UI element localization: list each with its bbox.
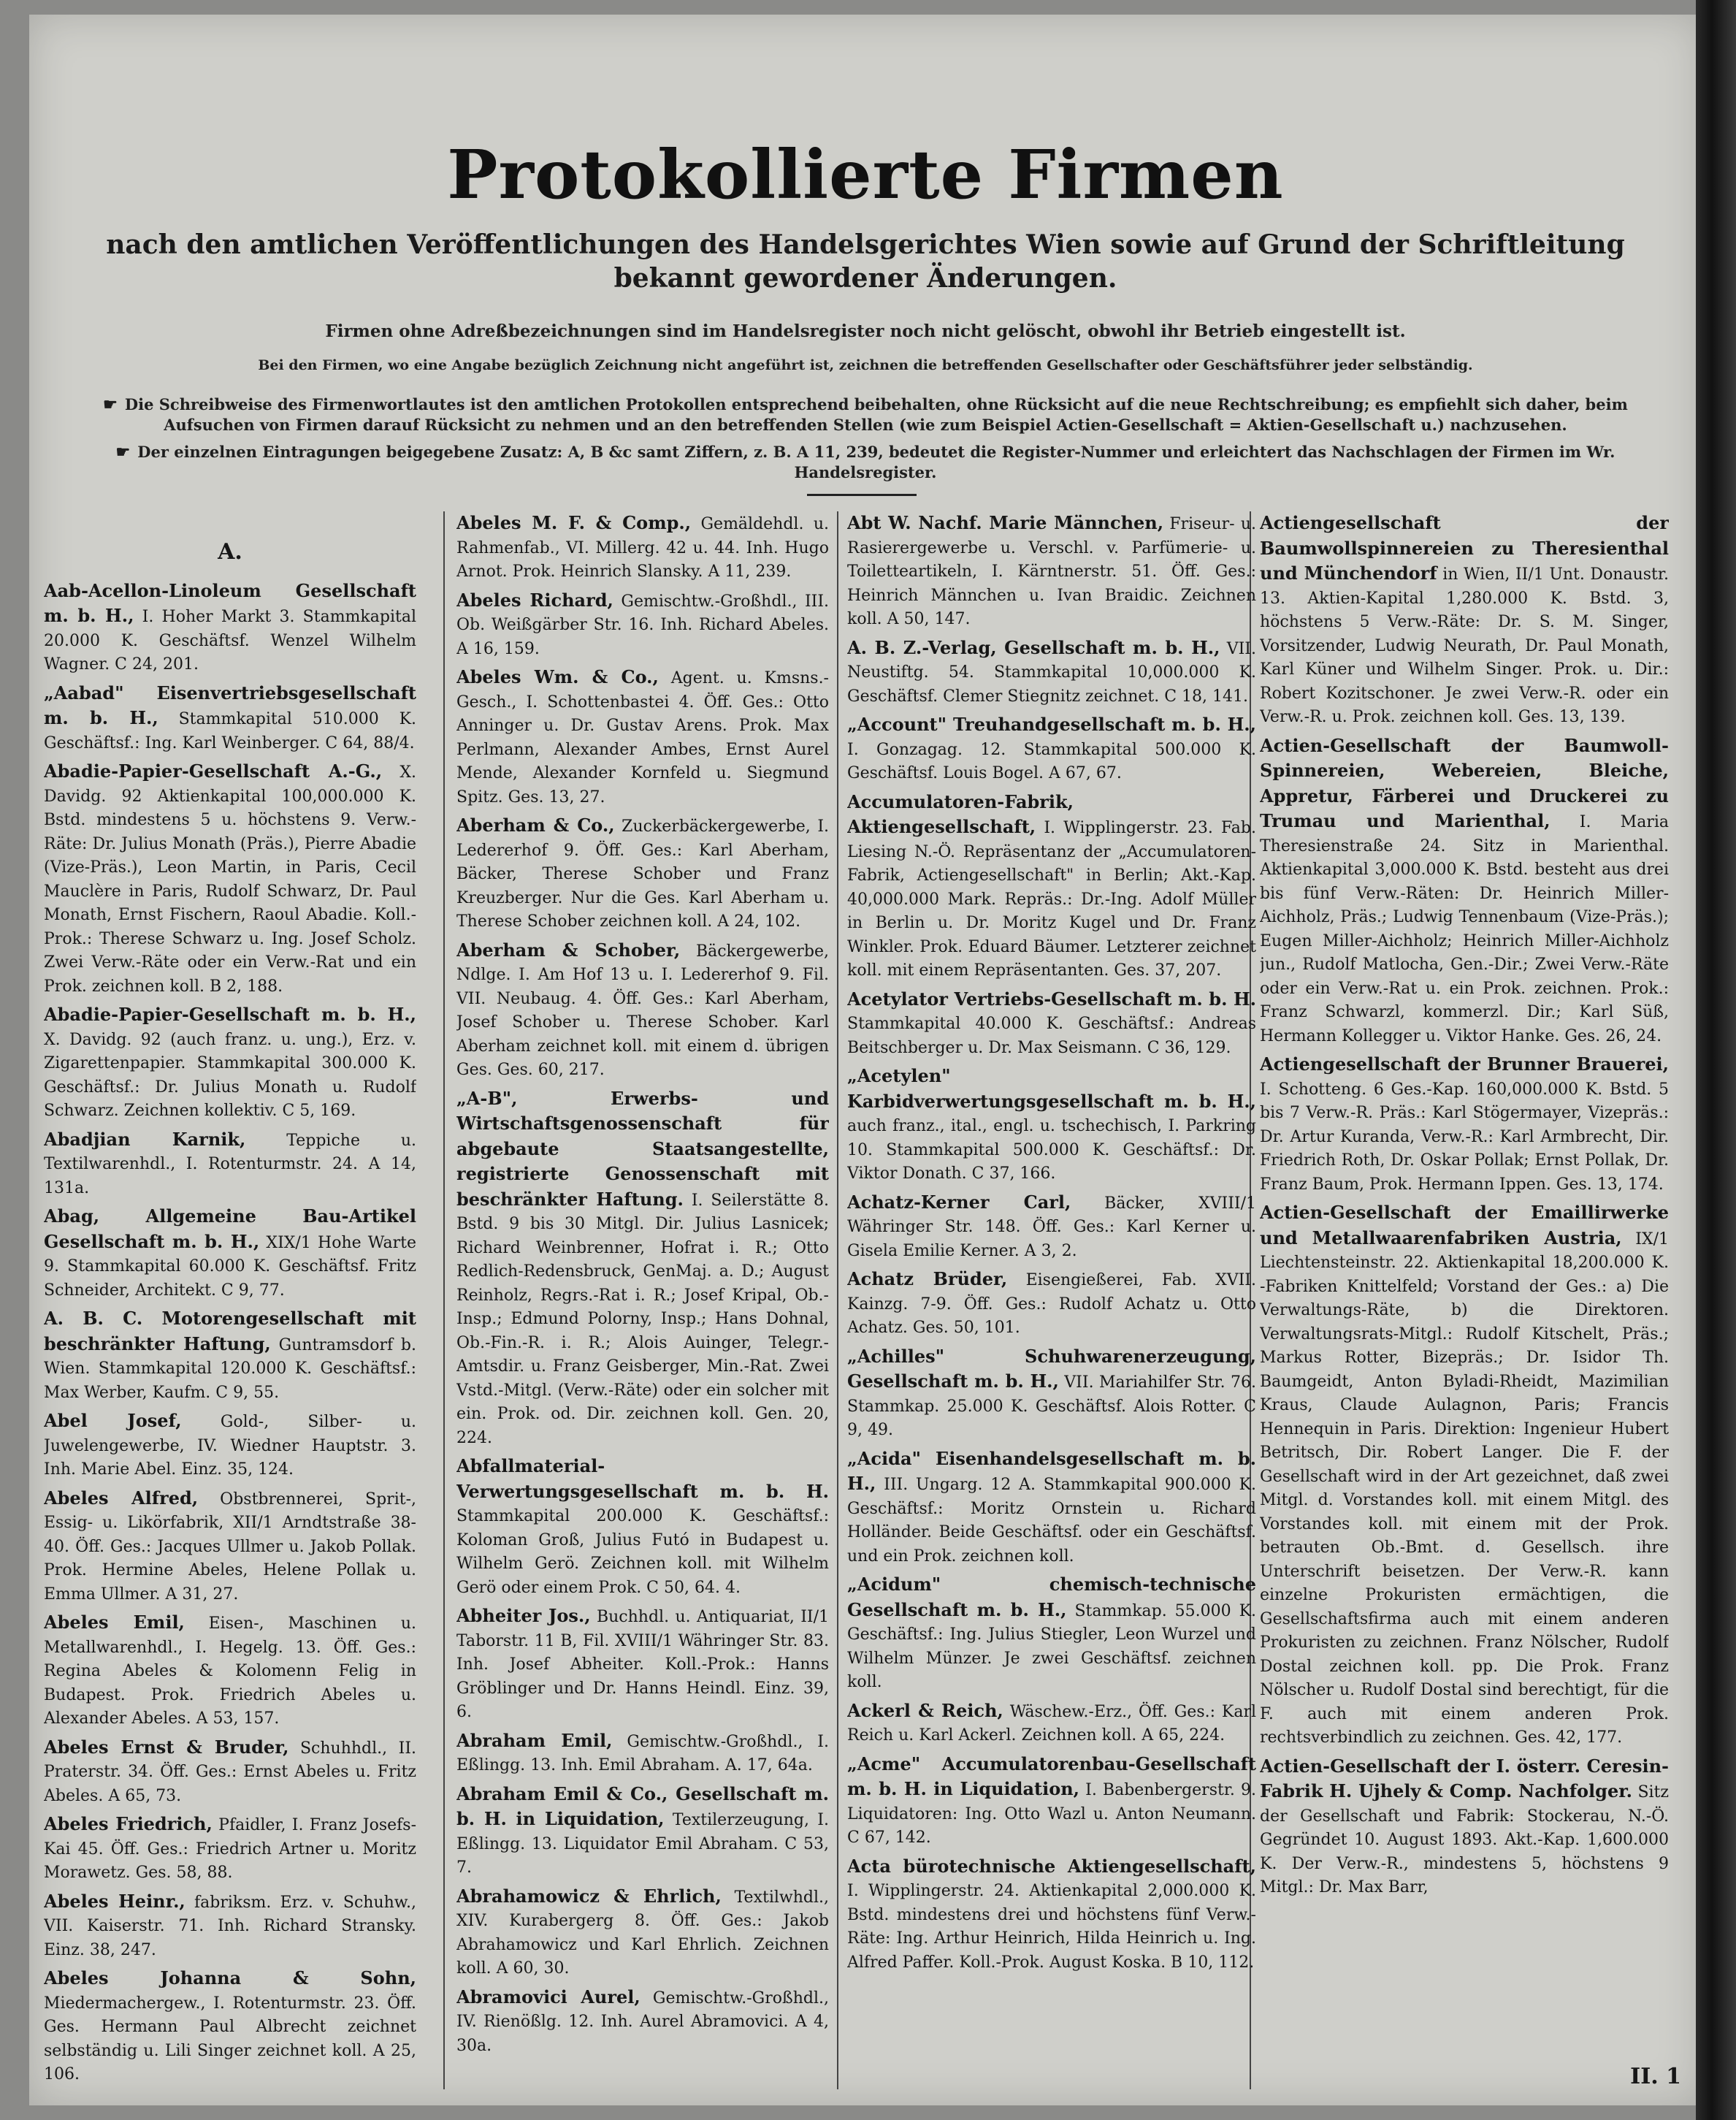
- firm-details: Sitz der Gesellschaft und Fabrik: Stockerau, N.-Ö. Gegründet 10. August 1893. Akt.-Kap. 1,600.000 K. Der Verw.-R., mindestens 5, höchstens 9 Mitgl.: Dr. Max Barr,: [1260, 1783, 1669, 1896]
- firm-entry: [44, 1487, 416, 1607]
- firm-details: Eisengießerei, Fab. XVII. Kainzg. 7-9. Öff. Ges.: Rudolf Achatz u. Otto Achatz. Ges. 50, 101.: [847, 1271, 1256, 1337]
- note-2: Bei den Firmen, wo eine Angabe bezüglich Zeichnung nicht angeführt ist, zeichnen die betreffenden Gesellschafter oder Geschäftsführer jeder selbständig.: [258, 357, 1473, 373]
- firm-name: Abeles Heinr.,: [44, 1890, 186, 1912]
- column-1: [44, 511, 416, 2089]
- firm-details: Schuhhdl., II. Praterstr. 34. Öff. Ges.: Ernst Abeles u. Fritz Abeles. A 65, 73.: [44, 1739, 416, 1805]
- section-letter: A.: [218, 539, 242, 565]
- firm-entry: [456, 1729, 829, 1778]
- firm-name: „Acidum" chemisch-technische Gesellschaft m. b. H.,: [847, 1574, 1256, 1620]
- firm-entry: [44, 1128, 416, 1201]
- firm-entry: [44, 1003, 416, 1124]
- firm-name: Abeles Alfred,: [44, 1487, 199, 1509]
- firm-details: Gemischtw.-Großhdl., IV. Rienößlg. 12. Inh. Aurel Abramovici. A 4, 30a.: [456, 1989, 829, 2055]
- firm-name: Ackerl & Reich,: [847, 1699, 1003, 1721]
- firm-entry: [847, 511, 1256, 632]
- column-divider: [443, 511, 445, 2089]
- firm-name: Abadie-Papier-Gesellschaft m. b. H.,: [44, 1004, 416, 1025]
- firm-entry: [847, 636, 1256, 709]
- firm-name: Abfallmaterial-Verwertungsgesellschaft m. b. H.: [456, 1455, 829, 1502]
- note-1: Firmen ohne Adreßbezeichnungen sind im Handelsregister noch nicht gelöscht, obwohl ihr Betrieb eingestellt ist.: [325, 321, 1406, 341]
- firm-entry: [847, 1855, 1256, 1975]
- firm-details: fabriksm. Erz. v. Schuhw., VII. Kaiserstr. 71. Inh. Richard Stransky. Einz. 38, 247.: [44, 1893, 416, 1959]
- firm-details: I. Seilerstätte 8. Bstd. 9 bis 30 Mitgl. Dir. Julius Lasnicek; Richard Weinbrenner, Hofrat i. R.; Otto Redlich-Redensbruck, GenMaj. a. D.; August Reinholz, Regrs.-Rat i. R.; Josef Kripal, Ob.-Insp.; Edmund Polorny, Insp.; Hans Dohnal, Ob.-Fin.-R. i. R.; Alois Auinger, Telegr.-Amtsdir. u. Franz Geisberger, Min.-Rat. Zwei Vstd.-Mitgl. (Verw.-Räte) oder ein solcher mit ein. Prok. od. Dir. zeichnen koll. Gen. 20, 224.: [456, 1191, 829, 1447]
- firm-details: I. Babenbergerstr. 9. Liquidatoren: Ing. Otto Wazl u. Anton Neumann. C 67, 142.: [847, 1781, 1256, 1847]
- firm-entry: [44, 760, 416, 999]
- firm-entry: [847, 713, 1256, 786]
- firm-name: Abeles Wm. & Co.,: [456, 666, 659, 687]
- firm-name: Abt W. Nachf. Marie Männchen,: [847, 512, 1164, 533]
- firm-details: I. Maria Theresienstraße 24. Sitz in Marienthal. Aktienkapital 3,000.000 K. Bstd. besteht aus drei bis fünf Verw.-Räten: Dr. Heinrich Miller-Aichholz, Präs.; Ludwig Tennenbaum (Vize-Präs.); Eugen Miller-Aichholz; Heinrich Miller-Aichholz jun., Rudolf Matlocha, Gen.-Dir.; Zwei Verw.-Räte oder ein Verw.-Rat u. ein Prok. zeichnen. Prok.: Franz Schwarzl, kommerzl. Dir.; Karl Süß, Hermann Kollegger u. Viktor Hanke. Ges. 26, 24.: [1260, 813, 1669, 1045]
- firm-entry: [456, 1087, 829, 1451]
- firm-entry: [44, 1967, 416, 2087]
- firm-entry: [456, 1604, 829, 1725]
- firm-name: Abeles Richard,: [456, 589, 613, 611]
- firm-entry: [1260, 734, 1669, 1049]
- firm-entry: [847, 790, 1256, 983]
- firm-entry: [44, 1205, 416, 1303]
- firm-entry: [847, 1191, 1256, 1264]
- firm-details: I. Gonzagag. 12. Stammkapital 500.000 K. Geschäftsf. Louis Bogel. A 67, 67.: [847, 740, 1256, 782]
- firm-details: Eisen-, Maschinen u. Metallwarenhdl., I. Hegelg. 13. Öff. Ges.: Regina Abeles & Kolomenn Felig in Budapest. Prok. Friedrich Abeles u. Alexander Abeles. A 53, 157.: [44, 1614, 416, 1728]
- firm-details: Agent. u. Kmsns.-Gesch., I. Schottenbastei 4. Öff. Ges.: Otto Anninger u. Dr. Gustav Arens. Prok. Max Perlmann, Alexander Ambes, Ernst Aurel Mende, Alexander Kornfeld u. Siegmund Spitz. Ges. 13, 27.: [456, 669, 829, 807]
- firm-details: Textilwhdl., XIV. Kurabergerg 8. Öff. Ges.: Jakob Abrahamowicz und Karl Ehrlich. Zeichnen koll. A 60, 30.: [456, 1888, 829, 1978]
- firm-details: X. Davidg. 92 (auch franz. u. ung.), Erz. v. Zigarettenpapier. Stammkapital 300.000 K. Geschäftsf.: Dr. Julius Monath u. Rudolf Schwarz. Zeichnen kollektiv. C 5, 169.: [44, 1030, 416, 1120]
- pointing-hand-icon: ☛: [103, 395, 118, 414]
- firm-name: Actien-Gesellschaft der Baumwoll-Spinnereien, Webereien, Bleiche, Appretur, Färberei und Druckerei zu Trumau und Marienthal,: [1260, 734, 1669, 831]
- firm-details: Gemischtw.-Großhdl., I. Eßlingg. 13. Inh. Emil Abraham. A. 17, 64a.: [456, 1732, 829, 1774]
- firm-details: Stammkapital 200.000 K. Geschäftsf.: Koloman Groß, Julius Futó in Budapest u. Wilhelm Gerö. Zeichnen koll. mit Wilhelm Gerö oder einem Prok. C 50, 64. 4.: [456, 1507, 829, 1597]
- firm-entry: [1260, 1053, 1669, 1197]
- firm-name: Aab-Acellon-Linoleum Gesellschaft m. b. H.,: [44, 579, 416, 626]
- firm-entry: [456, 511, 829, 584]
- note-4-text: Der einzelnen Eintragungen beigegebene Zusatz: A, B &c samt Ziffern, z. B. A 11, 239, bedeutet die Register-Nummer und erleichtert das Nachschlagen der Firmen im Wr. Handelsregister.: [137, 443, 1615, 481]
- firm-entry: [456, 814, 829, 934]
- column-divider: [837, 511, 838, 2089]
- column-3: [847, 511, 1256, 2089]
- firm-entry: [847, 1345, 1256, 1443]
- note-3: [73, 394, 1658, 435]
- firm-entry: [44, 1736, 416, 1809]
- firm-entry: [44, 1307, 416, 1405]
- firm-entry: [44, 1611, 416, 1731]
- firm-entry: [847, 1064, 1256, 1186]
- firm-details: Gemischtw.-Großhdl., III. Ob. Weißgärber Str. 16. Inh. Richard Abeles. A 16, 159.: [456, 592, 829, 658]
- firm-entry: [44, 1409, 416, 1482]
- firm-details: Stammkap. 55.000 K. Geschäftsf.: Ing. Julius Stiegler, Leon Wurzel und Wilhelm Münzer. Je zwei Geschäftsf. zeichnen koll.: [847, 1601, 1256, 1691]
- firm-name: „Achilles" Schuhwarenerzeugung, Gesellschaft m. b. H.,: [847, 1345, 1256, 1392]
- scan-edge: [1696, 0, 1736, 2120]
- firm-details: Miedermachergew., I. Rotenturmstr. 23. Öff. Ges. Hermann Paul Albrecht zeichnet selbständig u. Lili Singer zeichnet koll. A 25, 106.: [44, 1994, 416, 2083]
- firm-details: Guntramsdorf b. Wien. Stammkapital 120.000 K. Geschäftsf.: Max Werber, Kaufm. C 9, 55.: [44, 1335, 416, 1402]
- firm-name: Abadjian Karnik,: [44, 1128, 246, 1150]
- firm-name: Achatz-Kerner Carl,: [847, 1191, 1071, 1213]
- firm-details: I. Hoher Markt 3. Stammkapital 20.000 K. Geschäftsf. Wenzel Wilhelm Wagner. C 24, 201.: [44, 608, 416, 674]
- firm-name: „Account" Treuhandgesellschaft m. b. H.,: [847, 714, 1256, 735]
- firm-entry: [44, 1890, 416, 1963]
- firm-name: Abadie-Papier-Gesellschaft A.-G.,: [44, 760, 383, 782]
- firm-details: Bäckergewerbe, Ndlge. I. Am Hof 13 u. I. Ledererhof 9. Fil. VII. Neubaug. 4. Öff. Ges.: Karl Aberham, Josef Schober u. Therese Schober. Karl Aberham zeichnet koll. mit einem d. übrigen Ges. Ges. 60, 217.: [456, 942, 829, 1079]
- firm-name: Abeles Emil,: [44, 1612, 185, 1633]
- note-3-text: Die Schreibweise des Firmenwortlautes ist den amtlichen Protokollen entsprechend beibehalten, ohne Rücksicht auf die neue Rechtschreibung; es empfiehlt sich daher, beim Aufsuchen von Firmen darauf Rücksicht zu nehmen und an den betreffenden Stellen (wie zum Beispiel Actien-Gesellschaft = Aktien-Gesellschaft u.) nachzusehen.: [124, 395, 1628, 434]
- firm-details: I. Wipplingerstr. 23. Fab. Liesing N.-Ö. Repräsentanz der „Accumulatoren-Fabrik, Actiengesellschaft" in Berlin; Akt.-Kap. 40,000.000 Mark. Repräs.: Dr.-Ing. Adolf Müller in Berlin u. Dr. Moritz Kugel und Dr. Franz Winkler. Prok. Eduard Bäumer. Letzterer zeichnet koll. mit einem Repräsentanten. Ges. 37, 207.: [847, 819, 1256, 980]
- firm-entry: [847, 1699, 1256, 1748]
- firm-details: auch franz., ital., engl. u. tschechisch, I. Parkring 10. Stammkapital 500.000 K. Geschäftsf.: Dr. Viktor Donath. C 37, 166.: [847, 1117, 1256, 1183]
- firm-name: Abeles Johanna & Sohn,: [44, 1967, 416, 1989]
- note-4: [73, 442, 1658, 483]
- firm-name: Abheiter Jos.,: [456, 1605, 591, 1626]
- firm-details: VII. Neustiftg. 54. Stammkapital 10,000.000 K. Geschäftsf. Clemer Stiegnitz zeichnet. C 18, 141.: [847, 639, 1256, 706]
- firm-name: Abraham Emil,: [456, 1729, 613, 1751]
- page-title: Protokollierte Firmen: [447, 135, 1284, 214]
- firm-name: Abel Josef,: [44, 1410, 182, 1431]
- firm-entry: [44, 579, 416, 677]
- firm-entry: [1260, 511, 1669, 730]
- firm-entry: [847, 988, 1256, 1061]
- firm-name: Acta bürotechnische Aktiengesellschaft,: [847, 1855, 1256, 1877]
- firm-details: Gold-, Silber- u. Juwelengewerbe, IV. Wiedner Hauptstr. 3. Inh. Marie Abel. Einz. 35, 124.: [44, 1413, 416, 1479]
- firm-name: Abeles M. F. & Comp.,: [456, 512, 692, 533]
- page-subtitle: nach den amtlichen Veröffentlichungen des Handelsgerichtes Wien sowie auf Grund der Schriftleitung bekannt gewordener Änderungen.: [106, 229, 1625, 294]
- firm-details: Zuckerbäckergewerbe, I. Ledererhof 9. Öff. Ges.: Karl Aberham, Bäcker, Therese Schober und Franz Kreuzberger. Nur die Ges. Karl Aberham u. Therese Schober zeichnen koll. A 24, 102.: [456, 817, 829, 931]
- firm-entry: [1260, 1201, 1669, 1750]
- firm-details: Bäcker, XVIII/1 Währinger Str. 148. Öff. Ges.: Karl Kerner u. Gisela Emilie Kerner. A 3, 2.: [847, 1194, 1256, 1260]
- firm-details: Friseur- u. Rasierergewerbe u. Verschl. v. Parfümerie- u. Toiletteartikeln, I. Kärntnerstr. 51. Öff. Ges.: Heinrich Männchen u. Ivan Braidic. Zeichnen koll. A 50, 147.: [847, 515, 1256, 628]
- firm-details: X. Davidg. 92 Aktienkapital 100,000.000 K. Bstd. mindestens 5 u. höchstens 9. Verw.-Räte: Dr. Julius Monath (Präs.), Pierre Abadie (Vize-Präs.), Leon Martin, in Paris, Cecil Mauclère in Paris, Rudolf Schwarz, Dr. Paul Monath, Ernst Fischern, Raoul Abadie. Koll.-Prok.: Therese Schwarz u. Ing. Josef Scholz. Zwei Verw.-Räte oder ein Verw.-Rat und ein Prok. zeichnen koll. B 2, 188.: [44, 763, 416, 996]
- firm-entry: [1260, 1755, 1669, 1900]
- firm-details: III. Ungarg. 12 A. Stammkapital 900.000 K. Geschäftsf.: Moritz Ornstein u. Richard Holländer. Beide Geschäftsf. oder ein Geschäftsf. und ein Prok. zeichnen koll.: [847, 1476, 1256, 1566]
- firm-name: Abrahamowicz & Ehrlich,: [456, 1885, 722, 1907]
- firm-name: Actien-Gesellschaft der Emaillirwerke und Metallwaarenfabriken Austria,: [1260, 1202, 1669, 1248]
- firm-name: Actiengesellschaft der Brunner Brauerei,: [1260, 1053, 1669, 1075]
- firm-name: „Aabad" Eisenvertriebsgesellschaft m. b. H.,: [44, 682, 416, 728]
- firm-details: Gemäldehdl. u. Rahmenfab., VI. Millerg. 42 u. 44. Inh. Hugo Arnot. Prok. Heinrich Slansky. A 11, 239.: [456, 515, 829, 581]
- firm-details: in Wien, II/1 Unt. Donaustr. 13. Aktien-Kapital 1,280.000 K. Bstd. 3, höchstens 5 Verw.-Räte: Dr. S. M. Singer, Vorsitzender, Ludwig Neurath, Dr. Paul Monath, Karl Küner und Wilhelm Singer. Prok. u. Dir.: Robert Kozitschoner. Je zwei Verw.-R. oder ein Verw.-R. u. Prok. zeichnen koll. Ges. 13, 139.: [1260, 565, 1669, 726]
- firm-entry: [456, 666, 829, 809]
- firm-name: „Acida" Eisenhandelsgesellschaft m. b. H.,: [847, 1447, 1256, 1494]
- firm-details: Buchhdl. u. Antiquariat, II/1 Taborstr. 11 B, Fil. XVIII/1 Währinger Str. 83. Inh. Josef Abheiter. Koll.-Prok.: Hanns Gröblinger und Dr. Hanns Heindl. Einz. 39, 6.: [456, 1608, 829, 1721]
- firm-details: Teppiche u. Textilwarenhdl., I. Rotenturmstr. 24. A 14, 131a.: [44, 1131, 416, 1197]
- title-rule: [807, 494, 917, 496]
- firm-name: Accumulatoren-Fabrik, Aktiengesellschaft,: [847, 790, 1074, 837]
- firm-entry: [847, 1267, 1256, 1341]
- firm-name: Actiengesellschaft der Baumwollspinnereien zu Theresienthal und Münchendorf: [1260, 512, 1669, 584]
- firm-name: Abeles Friedrich,: [44, 1813, 213, 1834]
- firm-name: Actien-Gesellschaft der I. österr. Ceresin-Fabrik H. Ujhely & Comp. Nachfolger.: [1260, 1755, 1669, 1801]
- firm-name: Achatz Brüder,: [847, 1268, 1008, 1289]
- firm-name: Acetylator Vertriebs-Gesellschaft m. b. H.: [847, 988, 1256, 1010]
- firm-name: „Acme" Accumulatorenbau-Gesellschaft m. b. H. in Liquidation,: [847, 1753, 1256, 1799]
- firm-details: Wäschew.-Erz., Öff. Ges.: Karl Reich u. Karl Ackerl. Zeichnen koll. A 65, 224.: [847, 1702, 1256, 1745]
- firm-entry: [456, 589, 829, 662]
- firm-name: Abramovici Aurel,: [456, 1986, 641, 2007]
- firm-details: Stammkapital 510.000 K. Geschäftsf.: Ing. Karl Weinberger. C 64, 88/4.: [44, 710, 416, 752]
- firm-name: Abag, Allgemeine Bau-Artikel Gesellschaft m. b. H.,: [44, 1205, 416, 1252]
- firm-name: Abraham Emil & Co., Gesellschaft m. b. H. in Liquidation,: [456, 1782, 829, 1829]
- firm-entry: [456, 1454, 829, 1600]
- firm-name: A. B. C. Motorengesellschaft mit beschränkter Haftung,: [44, 1308, 416, 1354]
- column-4: [1260, 511, 1669, 2089]
- firm-entry: [847, 1753, 1256, 1850]
- firm-name: Abeles Ernst & Bruder,: [44, 1736, 289, 1758]
- firm-details: VII. Mariahilfer Str. 76. Stammkap. 25.000 K. Geschäftsf. Alois Rotter. C 9, 49.: [847, 1373, 1256, 1439]
- firm-details: Pfaidler, I. Franz Josefs-Kai 45. Öff. Ges.: Friedrich Artner u. Moritz Morawetz. Ges. 58, 88.: [44, 1816, 416, 1882]
- firm-details: Obstbrennerei, Sprit-, Essig- u. Likörfabrik, XII/1 Arndtstraße 38-40. Öff. Ges.: Jacques Ullmer u. Jakob Pollak. Prok. Hermine Abeles, Helene Pollak u. Emma Ullmer. A 31, 27.: [44, 1490, 416, 1604]
- firm-entry: [847, 1447, 1256, 1569]
- firm-details: I. Wipplingerstr. 24. Aktienkapital 2,000.000 K. Bstd. mindestens drei und höchstens fünf Verw.-Räte: Ing. Arthur Heinrich, Hilda Heinrich u. Ing. Alfred Paffer. Koll.-Prok. August Koska. B 10, 112.: [847, 1882, 1256, 1972]
- firm-name: „Acetylen" Karbidverwertungsgesellschaft m. b. H.,: [847, 1065, 1256, 1112]
- firm-details: I. Schotteng. 6 Ges.-Kap. 160,000.000 K. Bstd. 5 bis 7 Verw.-R. Präs.: Karl Stögermayer, Vizepräs.: Dr. Artur Kuranda, Verw.-R.: Karl Armbrecht, Dir. Friedrich Roth, Dr. Oskar Pollak; Ernst Pollak, Dr. Franz Baum, Prok. Hermann Ippen. Ges. 13, 174.: [1260, 1080, 1669, 1194]
- firm-name: Aberham & Co.,: [456, 815, 615, 836]
- firm-entry: [847, 1573, 1256, 1695]
- firm-details: Stammkapital 40.000 K. Geschäftsf.: Andreas Beitschberger u. Dr. Max Seismann. C 36, 129.: [847, 1015, 1256, 1057]
- firm-name: A. B. Z.-Verlag, Gesellschaft m. b. H.,: [847, 636, 1220, 658]
- firm-entry: [44, 1812, 416, 1885]
- firm-entry: [456, 1986, 829, 2059]
- pointing-hand-icon: ☛: [115, 443, 131, 462]
- firm-entry: [456, 1885, 829, 1981]
- column-2: [456, 511, 829, 2089]
- firm-details: Textilerzeugung, I. Eßlingg. 13. Liquidator Emil Abraham. C 53, 7.: [456, 1811, 829, 1877]
- firm-entry: [456, 1782, 829, 1880]
- firm-name: Aberham & Schober,: [456, 939, 681, 961]
- firm-name: „A-B", Erwerbs- und Wirtschaftsgenossenschaft für abgebaute Staatsangestellte, registrierte Genossenschaft mit beschränkter Haftung.: [456, 1087, 829, 1210]
- firm-entry: [44, 682, 416, 756]
- firm-details: IX/1 Liechtensteinstr. 22. Aktienkapital 18,200.000 K. -Fabriken Knittelfeld; Vorstand der Ges.: a) Die Verwaltungs-Räte, b) die Direktoren. Verwaltungsrats-Mitgl.: Rudolf Kitschelt, Präs.; Markus Rotter, Bizepräs.; Dr. Isidor Th. Baumgeidt, Anton Byladi-Rheidt, Mazimilian Kraus, Claude Aulagnon, Paris; Francis Hennequin in Paris. Direktion: Ingenieur Hubert Betritsch, Dir. Robert Langer. Die F. der Gesellschaft wird in der Art gezeichnet, daß zwei Mitgl. d. Vorstandes koll. mit einem Mitgl. des Vorstandes koll. mit einem mit der Prok. betrauten Ob.-Bmt. d. Gesellsch. ihre Unterschrift beisetzen. Der Verw.-R. kann einzelne Prokuristen ermächtigen, die Gesellschaftsfirma auch mit einem anderen Prokuristen zu zeichnen. Franz Nölscher, Rudolf Dostal zeichnen koll. pp. Die Prok. Franz Nölscher u. Rudolf Dostal sind berechtigt, für die F. auch mit einem anderen Prok. rechtsverbindlich zu zeichnen. Ges. 42, 177.: [1260, 1229, 1669, 1747]
- page-number: II. 1: [1630, 2064, 1681, 2089]
- firm-entry: [456, 939, 829, 1083]
- firm-details: XIX/1 Hohe Warte 9. Stammkapital 60.000 K. Geschäftsf. Fritz Schneider, Architekt. C 9, 77.: [44, 1233, 416, 1300]
